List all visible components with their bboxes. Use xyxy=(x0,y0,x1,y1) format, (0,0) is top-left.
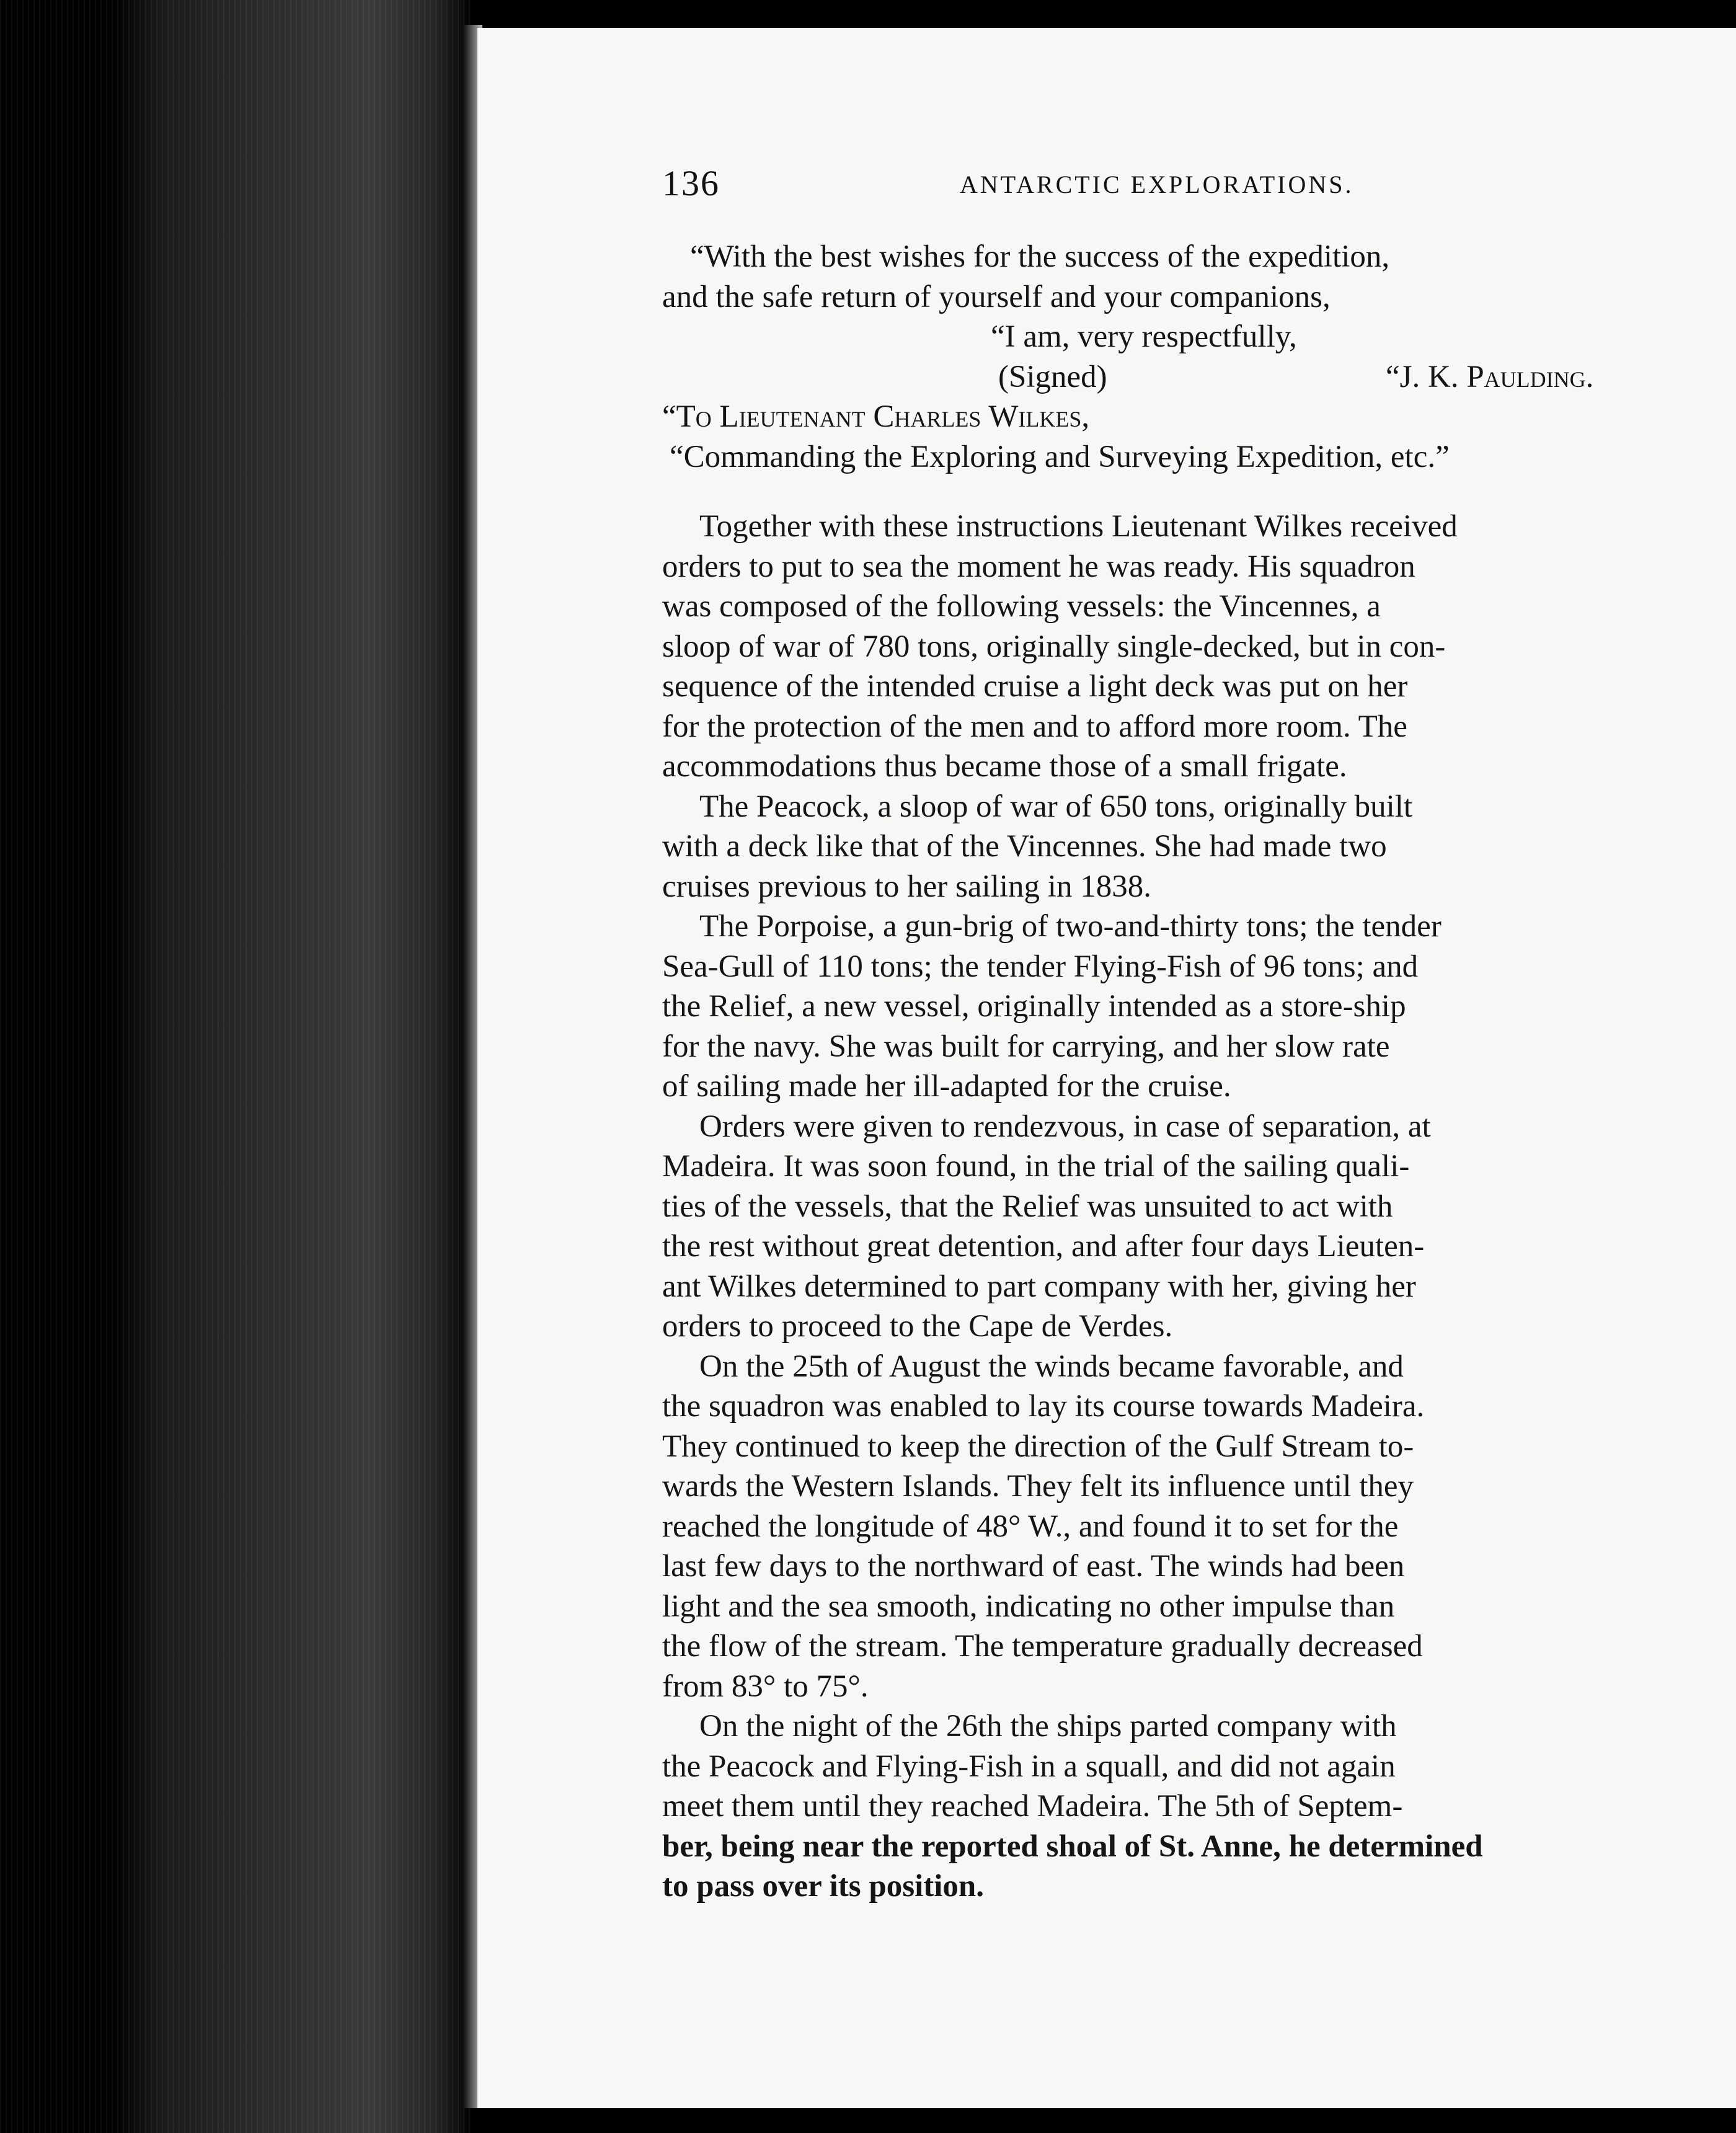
text-line: from 83° to 75°. xyxy=(662,1669,869,1704)
paragraph xyxy=(662,1107,1691,1347)
text-line: They continued to keep the direction of the Gulf Stream to- xyxy=(662,1429,1414,1464)
book-edge xyxy=(0,0,471,2133)
text-line: The Peacock, a sloop of war of 650 tons, originally built xyxy=(699,789,1413,824)
text-line: Sea-Gull of 110 tons; the tender Flying-Fish of 96 tons; and xyxy=(662,949,1419,984)
text-line: the flow of the stream. The temperature gradually decreased xyxy=(662,1629,1423,1664)
text-line: “Commanding the Exploring and Surveying Expedition, etc.” xyxy=(670,439,1450,474)
page-text xyxy=(662,237,1691,1907)
signed-label: (Signed) xyxy=(998,359,1107,394)
text-line: reached the longitude of 48° W., and found it to set for the xyxy=(662,1509,1399,1544)
text-line: Orders were given to rendezvous, in case of separation, at xyxy=(699,1109,1431,1144)
text-line: orders to proceed to the Cape de Verdes. xyxy=(662,1309,1173,1344)
text-line: the rest without great detention, and after four days Lieuten- xyxy=(662,1229,1425,1264)
text-line: sequence of the intended cruise a light deck was put on her xyxy=(662,669,1408,704)
text-line: Together with these instructions Lieutenant Wilkes received xyxy=(699,509,1458,544)
text-line: was composed of the following vessels: the Vincennes, a xyxy=(662,589,1381,624)
text-line: wards the Western Islands. They felt its influence until they xyxy=(662,1469,1414,1504)
paragraph xyxy=(662,1347,1691,1707)
text-line: cruises previous to her sailing in 1838. xyxy=(662,869,1151,904)
text-line: ant Wilkes determined to part company with her, giving her xyxy=(662,1269,1416,1304)
text-line: On the night of the 26th the ships parted company with xyxy=(699,1709,1397,1744)
text-line: “To Lieutenant Charles Wilkes, xyxy=(662,399,1090,434)
text-line: with a deck like that of the Vincennes. She had made two xyxy=(662,829,1387,864)
text-line: the Relief, a new vessel, originally intended as a store-ship xyxy=(662,989,1406,1024)
text-line: to pass over its position. xyxy=(662,1869,985,1904)
text-line: for the protection of the men and to afford more room. The xyxy=(662,709,1407,744)
text-line: the Peacock and Flying-Fish in a squall, and did not again xyxy=(662,1749,1396,1784)
paragraph xyxy=(662,507,1691,787)
page-number: 136 xyxy=(662,163,720,203)
text-line: orders to put to sea the moment he was ready. His squadron xyxy=(662,549,1415,584)
text-line: On the 25th of August the winds became favorable, and xyxy=(699,1349,1404,1384)
text-line: Madeira. It was soon found, in the trial of the sailing quali- xyxy=(662,1149,1410,1184)
text-line: accommodations thus became those of a small frigate. xyxy=(662,749,1347,784)
text-line: “I am, very respectfully, xyxy=(991,319,1297,354)
text-line: The Porpoise, a gun-brig of two-and-thirty tons; the tender xyxy=(699,909,1442,944)
letter-closing xyxy=(662,237,1691,477)
text-line: last few days to the northward of east. The winds had been xyxy=(662,1549,1405,1584)
text-line: ties of the vessels, that the Relief was unsuited to act with xyxy=(662,1189,1393,1224)
paragraph xyxy=(662,787,1691,907)
running-head xyxy=(662,162,1536,212)
text-line: light and the sea smooth, indicating no other impulse than xyxy=(662,1589,1395,1624)
text-line: of sailing made her ill-adapted for the cruise. xyxy=(662,1069,1231,1104)
text-line: meet them until they reached Madeira. The 5th of Septem- xyxy=(662,1789,1403,1824)
signature-row xyxy=(662,357,1691,397)
text-line: sloop of war of 780 tons, originally single-decked, but in con- xyxy=(662,629,1446,664)
text-line: “With the best wishes for the success of the expedition, xyxy=(690,239,1390,274)
signature: “J. K. Paulding. xyxy=(1386,359,1594,394)
section-gap xyxy=(662,477,1691,507)
text-line: the squadron was enabled to lay its course towards Madeira. xyxy=(662,1389,1425,1424)
text-line: and the safe return of yourself and your companions, xyxy=(662,279,1331,314)
paragraph xyxy=(662,1706,1691,1907)
running-title: ANTARCTIC EXPLORATIONS. xyxy=(960,171,1354,198)
text-line: ber, being near the reported shoal of St. Anne, he determined xyxy=(662,1829,1483,1864)
text-line: for the navy. She was built for carrying, and her slow rate xyxy=(662,1029,1390,1064)
paragraph xyxy=(662,907,1691,1107)
